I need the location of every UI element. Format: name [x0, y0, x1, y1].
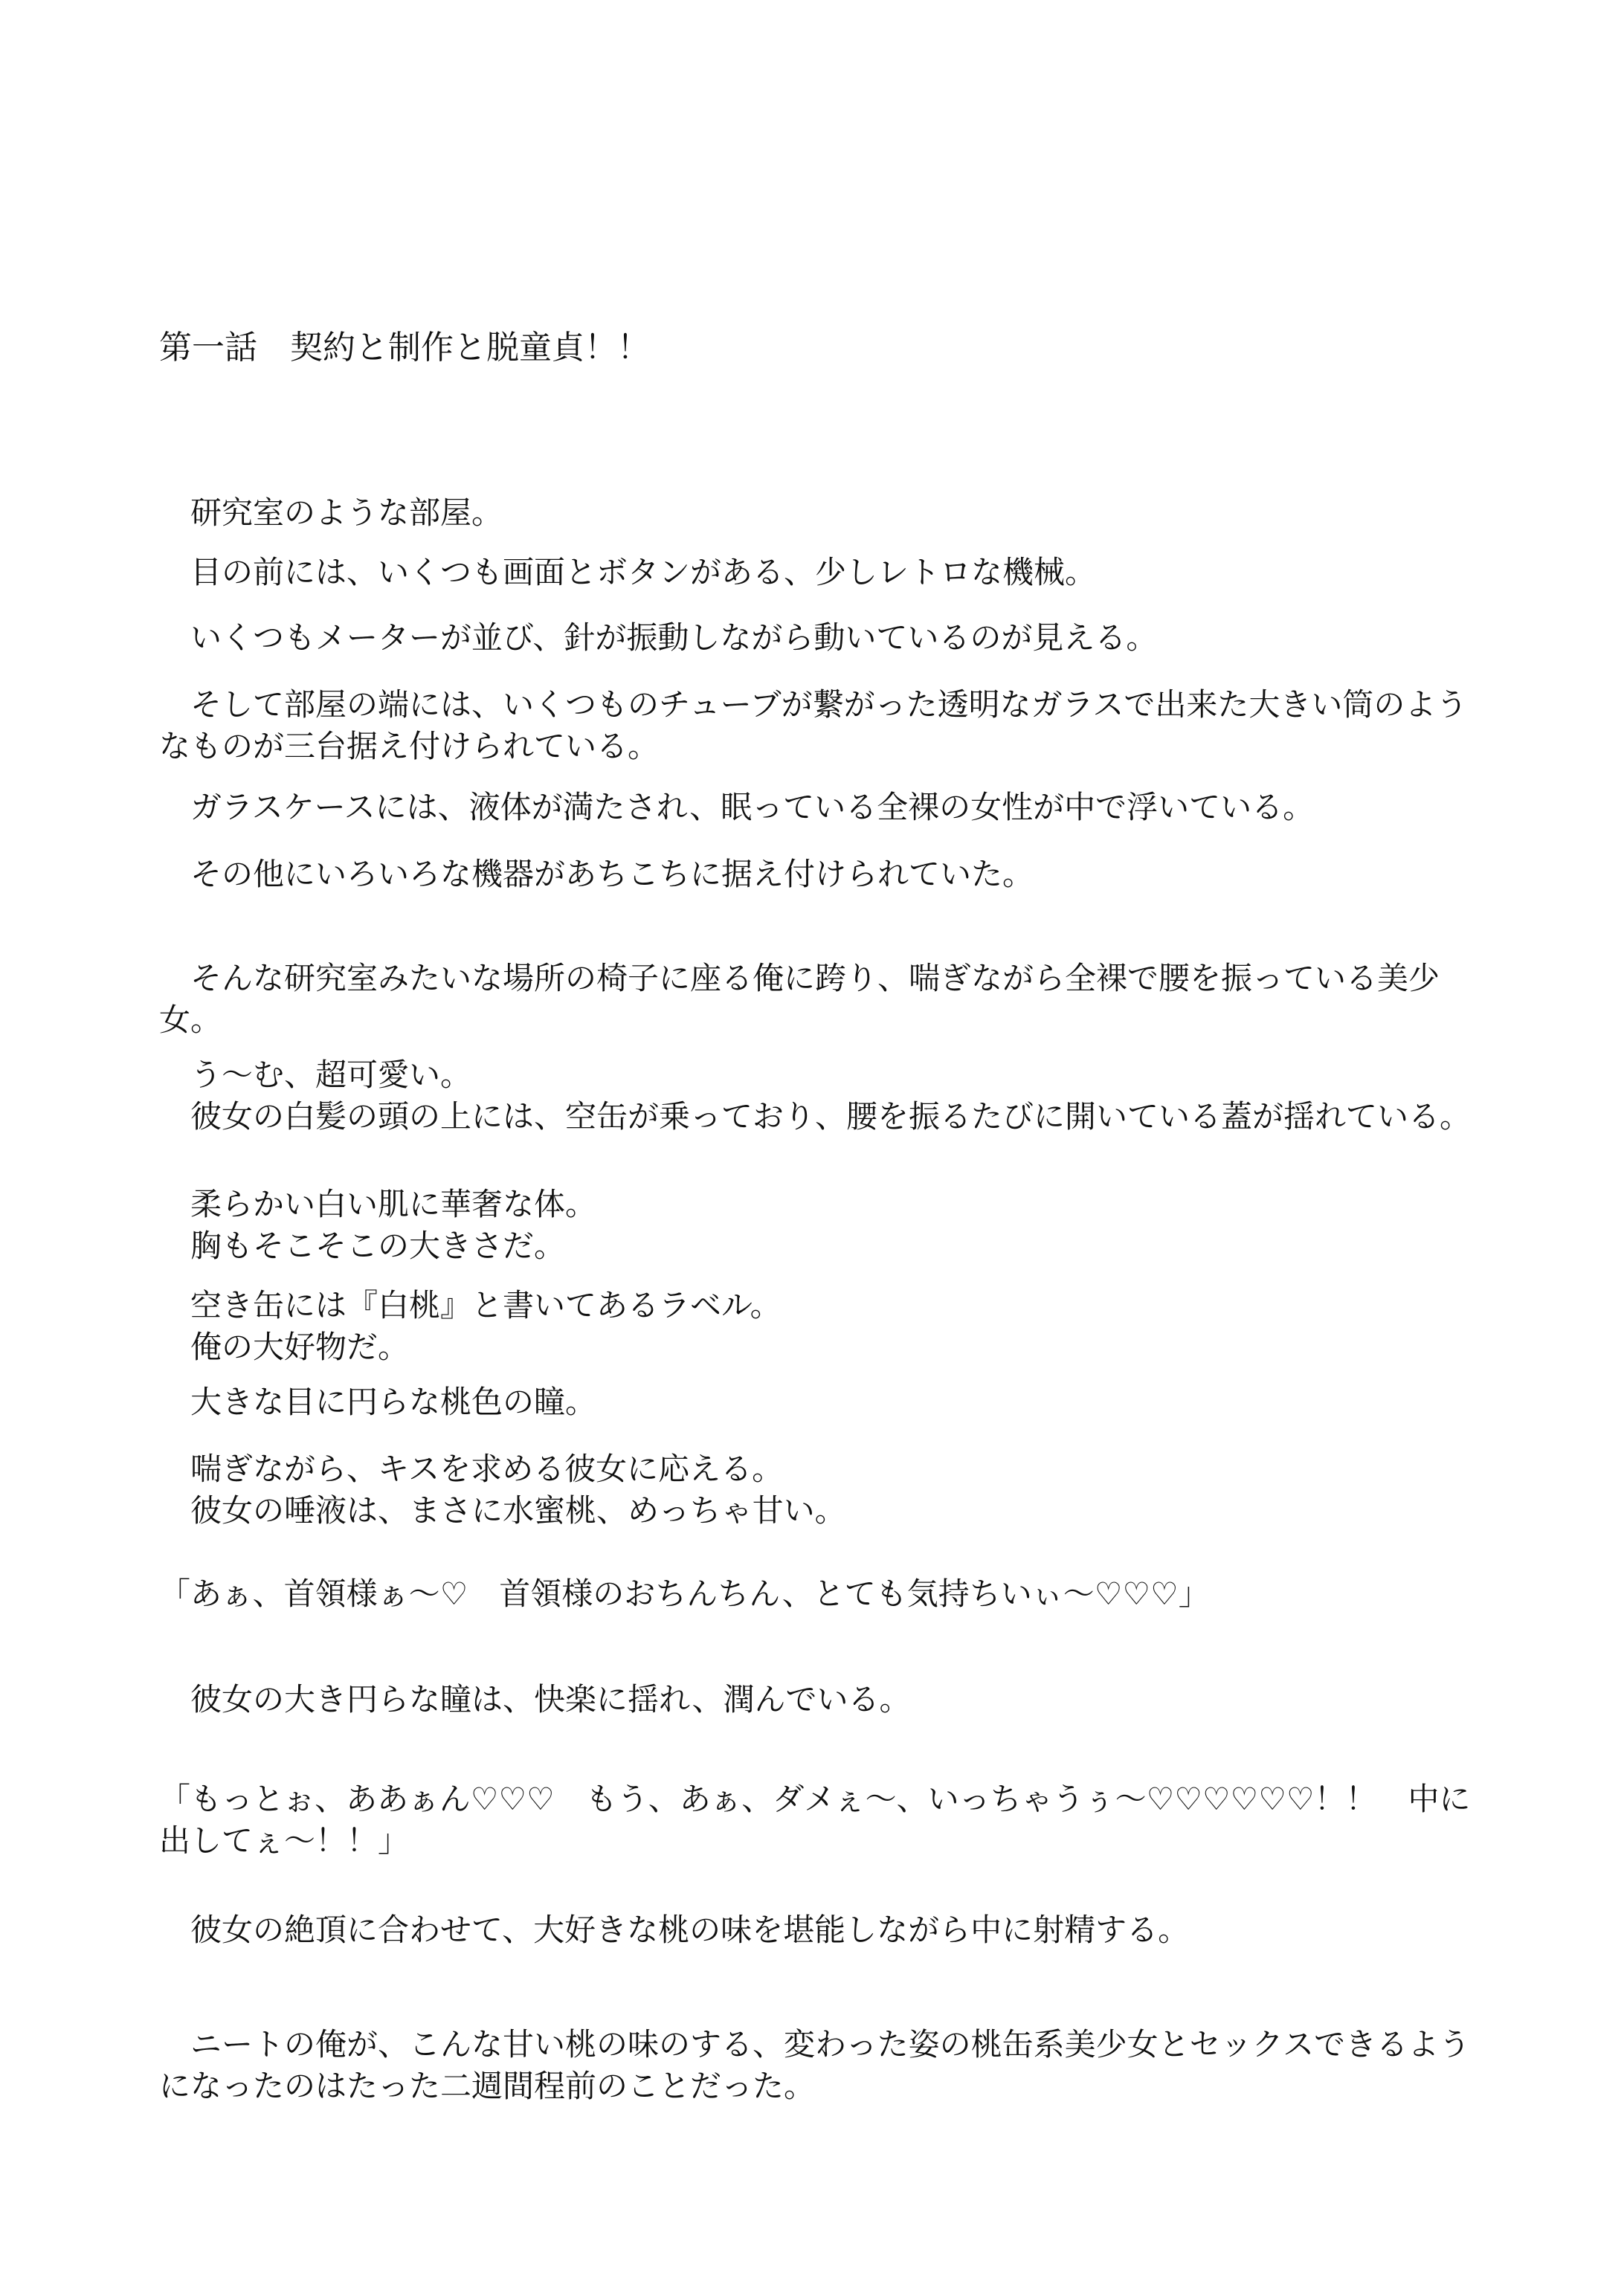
paragraph: 喘ぎながら、キスを求める彼女に応える。 彼女の唾液は、まさに水蜜桃、めっちゃ甘い。 [190, 1451, 846, 1529]
dialogue-line: 「もっとぉ、ああぁん♡♡♡ もう、あぁ、ダメぇ～、いっちゃうぅ～♡♡♡♡♡♡！！ 中に出してぇ～！！」 [159, 1781, 1471, 1859]
paragraph: ニートの俺が、こんな甘い桃の味のする、変わった姿の桃缶系美少女とセックスできるようになったのはたった二週間程前のことだった。 [159, 2026, 1471, 2104]
paragraph: ガラスケースには、液体が満たされ、眠っている全裸の女性が中で浮いている。 [159, 789, 1315, 825]
paragraph: 大きな目に円らな桃色の瞳。 [159, 1384, 597, 1420]
paragraph: いくつもメーターが並び、針が振動しながら動いているのが見える。 [159, 619, 1158, 656]
paragraph: 研究室のような部屋。 [159, 494, 503, 531]
paragraph: そして部屋の端には、いくつものチューブが繋がった透明なガラスで出来た大きい筒のようなものが三台据え付けられている。 [159, 686, 1468, 764]
paragraph: 柔らかい白い肌に華奢な体。 胸もそこそこの大きさだ。 [190, 1186, 597, 1264]
paragraph: 彼女の絶頂に合わせて、大好きな桃の味を堪能しながら中に射精する。 [159, 1912, 1190, 1948]
chapter-title: 第一話 契約と制作と脱童貞！！ [159, 329, 650, 367]
paragraph: その他にいろいろな機器があちこちに据え付けられていた。 [159, 856, 1034, 892]
paragraph: う～む、超可愛い。 彼女の白髪の頭の上には、空缶が乗っており、腰を振るたびに開いている蓋が揺れている。 [190, 1057, 1472, 1135]
dialogue-line: 「あぁ、首領様ぁ～♡ 首領様のおちんちん、とても気持ちいぃ～♡♡♡」 [159, 1576, 1210, 1612]
paragraph: 彼女の大き円らな瞳は、快楽に揺れ、潤んでいる。 [159, 1681, 911, 1718]
paragraph: 空き缶には『白桃』と書いてあるラベル。 俺の大好物だ。 [190, 1287, 782, 1365]
paragraph: 目の前には、いくつも画面とボタンがある、少しレトロな機械。 [159, 554, 1097, 590]
paragraph: そんな研究室みたいな場所の椅子に座る俺に跨り、喘ぎながら全裸で腰を振っている美少女。 [159, 960, 1440, 1038]
